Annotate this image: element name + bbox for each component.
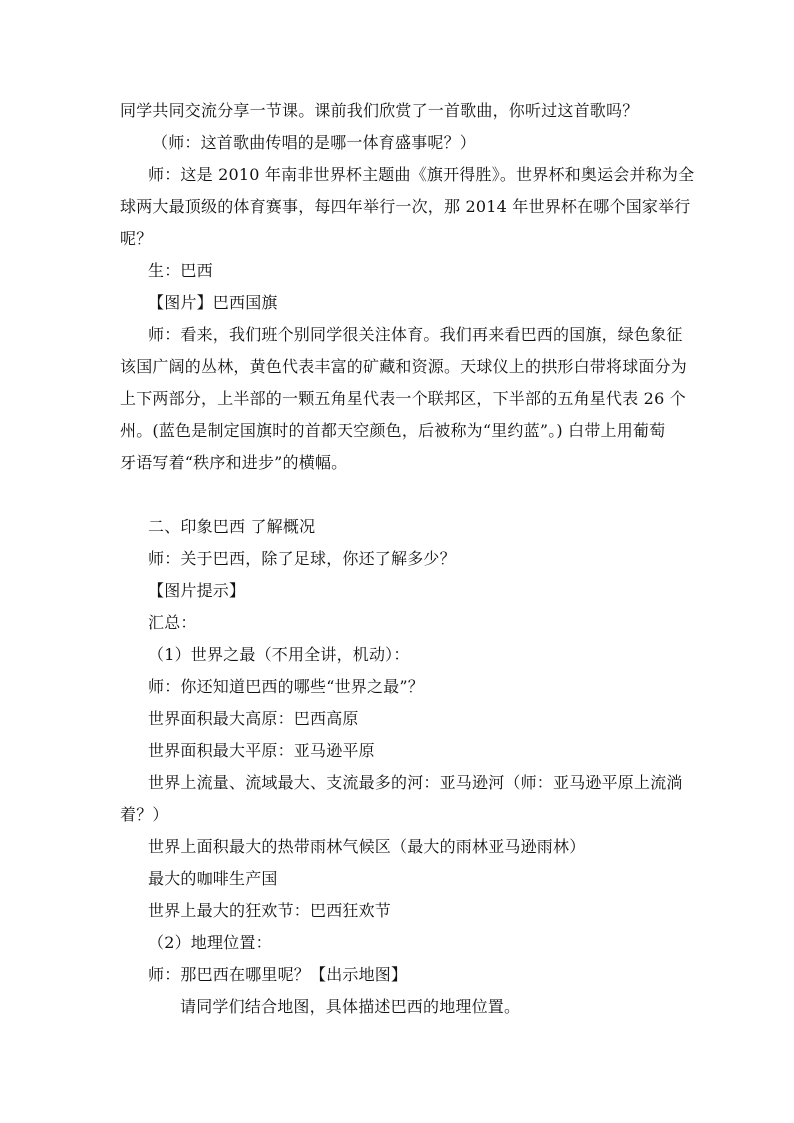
text-line: （师：这首歌曲传唱的是哪一体育盛事呢？）: [152, 133, 477, 152]
text-line: 生：巴西: [148, 261, 213, 280]
text-line: 汇总：: [148, 613, 197, 632]
text-line: 州。(蓝色是制定国旗时的首都天空颜色，后被称为“里约蓝”。) 白带上用葡萄: [120, 421, 666, 440]
text-line: 师：你还知道巴西的哪些“世界之最”？: [148, 677, 424, 696]
text-line: 着？）: [120, 805, 169, 824]
text-line: 同学共同交流分享一节课。课前我们欣赏了一首歌曲，你听过这首歌吗？: [120, 101, 639, 120]
text-line: 该国广阔的丛林，黄色代表丰富的矿藏和资源。天球仪上的拱形白带将球面分为: [120, 357, 688, 376]
text-line: 师：这是 2010 年南非世界杯主题曲《旗开得胜》。世界杯和奥运会并称为全: [148, 165, 695, 184]
text-line: 师：那巴西在哪里呢？【出示地图】: [148, 965, 408, 984]
text-line: （1）世界之最（不用全讲，机动）：: [148, 645, 410, 664]
text-line: 最大的咖啡生产国: [148, 869, 278, 888]
text-line: 上下两部分，上半部的一颗五角星代表一个联邦区，下半部的五角星代表 26 个: [120, 389, 686, 408]
text-line: （2）地理位置：: [148, 933, 272, 952]
text-line: 世界上流量、流域最大、支流最多的河：亚马逊河（师：亚马逊平原上流淌: [148, 773, 683, 792]
text-line: 【图片提示】: [148, 581, 246, 600]
text-line: 师：关于巴西，除了足球，你还了解多少？: [148, 549, 456, 568]
text-line: 世界上面积最大的热带雨林气候区（最大的雨林亚马逊雨林）: [148, 837, 586, 856]
text-line: 请同学们结合地图，具体描述巴西的地理位置。: [180, 997, 521, 1016]
text-line: 师：看来，我们班个别同学很关注体育。我们再来看巴西的国旗，绿色象征: [148, 325, 683, 344]
text-line: 球两大最顶级的体育赛事，每四年举行一次，那 2014 年世界杯在哪个国家举行: [120, 197, 691, 216]
text-line: 【图片】巴西国旗: [148, 293, 278, 312]
text-line: 世界面积最大平原：亚马逊平原: [148, 741, 375, 760]
text-line: 牙语写着“秩序和进步”的横幅。: [120, 453, 348, 472]
text-line: 呢？: [120, 229, 153, 248]
text-line: 世界上最大的狂欢节：巴西狂欢节: [148, 901, 392, 920]
section-heading: 二、印象巴西 了解概况: [148, 517, 316, 536]
text-line: 世界面积最大高原：巴西高原: [148, 709, 359, 728]
